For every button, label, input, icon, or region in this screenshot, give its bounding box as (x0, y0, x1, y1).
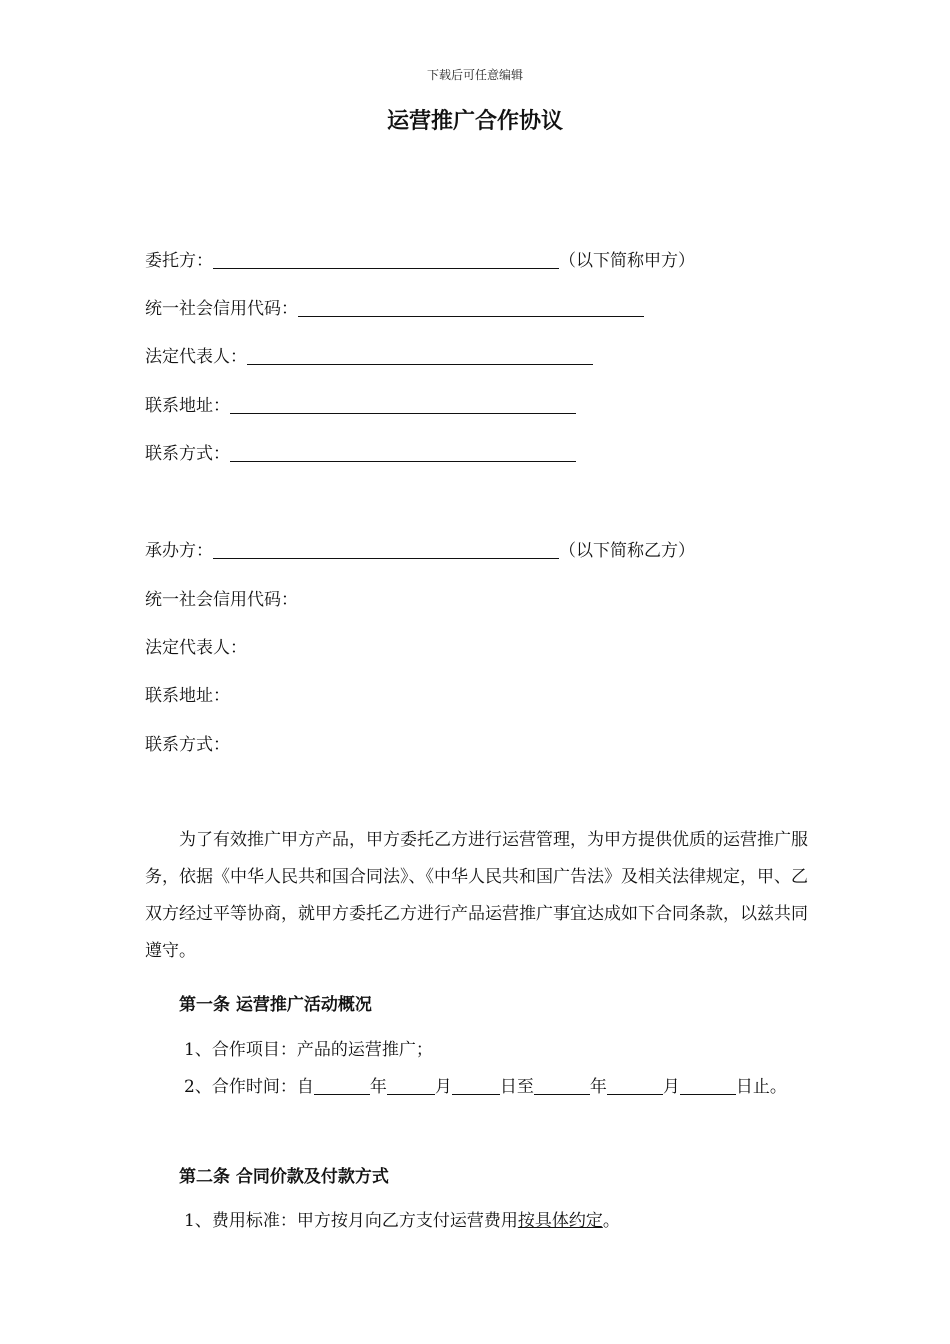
party-b-credit-code-line (145, 588, 298, 612)
party-a-principal-field[interactable] (213, 250, 559, 269)
article-1-item-1: 1、合作项目：产品的运营推广； (184, 1040, 433, 1060)
party-a-principal-suffix: （以下简称甲方） (559, 251, 695, 271)
preamble-text: 为了有效推广甲方产品，甲方委托乙方进行运营管理，为甲方提供优质的运营推广服务，依据《中华人民共和国合同法》、《中华人民共和国广告法》及相关法律规定，甲、乙双方经过平等协商，就甲方委托乙方进行产品运营推广事宜达成如下合同条款，以兹共同遵守。 (145, 830, 808, 961)
party-a-contact-field[interactable] (230, 443, 576, 462)
article-2-heading: 第二条 合同价款及付款方式 (179, 1167, 389, 1187)
start-month-field[interactable] (387, 1076, 435, 1095)
party-a-contact-label: 联系方式： (145, 444, 230, 464)
party-a-principal-line (145, 249, 695, 273)
party-b-contractor-label: 承办方： (145, 541, 213, 561)
party-a-address-label: 联系地址： (145, 396, 230, 416)
party-b-address-line (145, 684, 230, 708)
party-a-credit-code-label: 统一社会信用代码： (145, 299, 298, 319)
party-b-address-label: 联系地址： (145, 686, 230, 706)
party-b-legal-rep-label: 法定代表人： (145, 638, 247, 658)
year-label-2: 年 (589, 1077, 607, 1097)
preamble-paragraph (145, 822, 810, 970)
party-b-contractor-field[interactable] (213, 540, 559, 559)
party-a-legal-rep-line (145, 345, 593, 369)
party-a-legal-rep-label: 法定代表人： (145, 347, 247, 367)
end-month-field[interactable] (607, 1076, 663, 1095)
day-to-label: 日至 (499, 1077, 534, 1097)
party-b-contractor-suffix: （以下简称乙方） (559, 541, 695, 561)
end-day-field[interactable] (680, 1076, 736, 1095)
party-a-credit-code-line (145, 297, 644, 321)
month-label-1: 月 (434, 1077, 452, 1097)
fee-standard-prefix: 1、费用标准：甲方按月向乙方支付运营费用 (184, 1211, 518, 1231)
start-year-field[interactable] (314, 1076, 370, 1095)
party-a-legal-rep-field[interactable] (247, 346, 593, 365)
document-title: 运营推广合作协议 (386, 109, 563, 134)
month-label-2: 月 (662, 1077, 680, 1097)
party-b-contact-label: 联系方式： (145, 735, 230, 755)
header-note: 下载后可任意编辑 (426, 68, 523, 82)
party-a-address-field[interactable] (230, 395, 576, 414)
cooperation-time-prefix: 2、合作时间：自 (184, 1077, 314, 1097)
party-a-principal-label: 委托方： (145, 251, 213, 271)
party-b-contractor-line (145, 539, 695, 563)
party-a-contact-line (145, 442, 576, 466)
article-1-item-2 (184, 1075, 787, 1099)
fee-standard-end: 。 (602, 1211, 620, 1231)
party-b-contact-line (145, 733, 230, 757)
article-1-heading: 第一条 运营推广活动概况 (179, 995, 372, 1015)
party-a-address-line (145, 394, 576, 418)
end-label: 日止。 (735, 1077, 787, 1097)
end-year-field[interactable] (534, 1076, 590, 1095)
party-b-credit-code-label: 统一社会信用代码： (145, 590, 298, 610)
start-day-field[interactable] (452, 1076, 500, 1095)
article-2-item-1 (184, 1209, 620, 1233)
fee-standard-underlined: 按具体约定 (517, 1211, 603, 1231)
party-b-legal-rep-line (145, 636, 247, 660)
party-a-credit-code-field[interactable] (298, 298, 644, 317)
year-label-1: 年 (369, 1077, 387, 1097)
